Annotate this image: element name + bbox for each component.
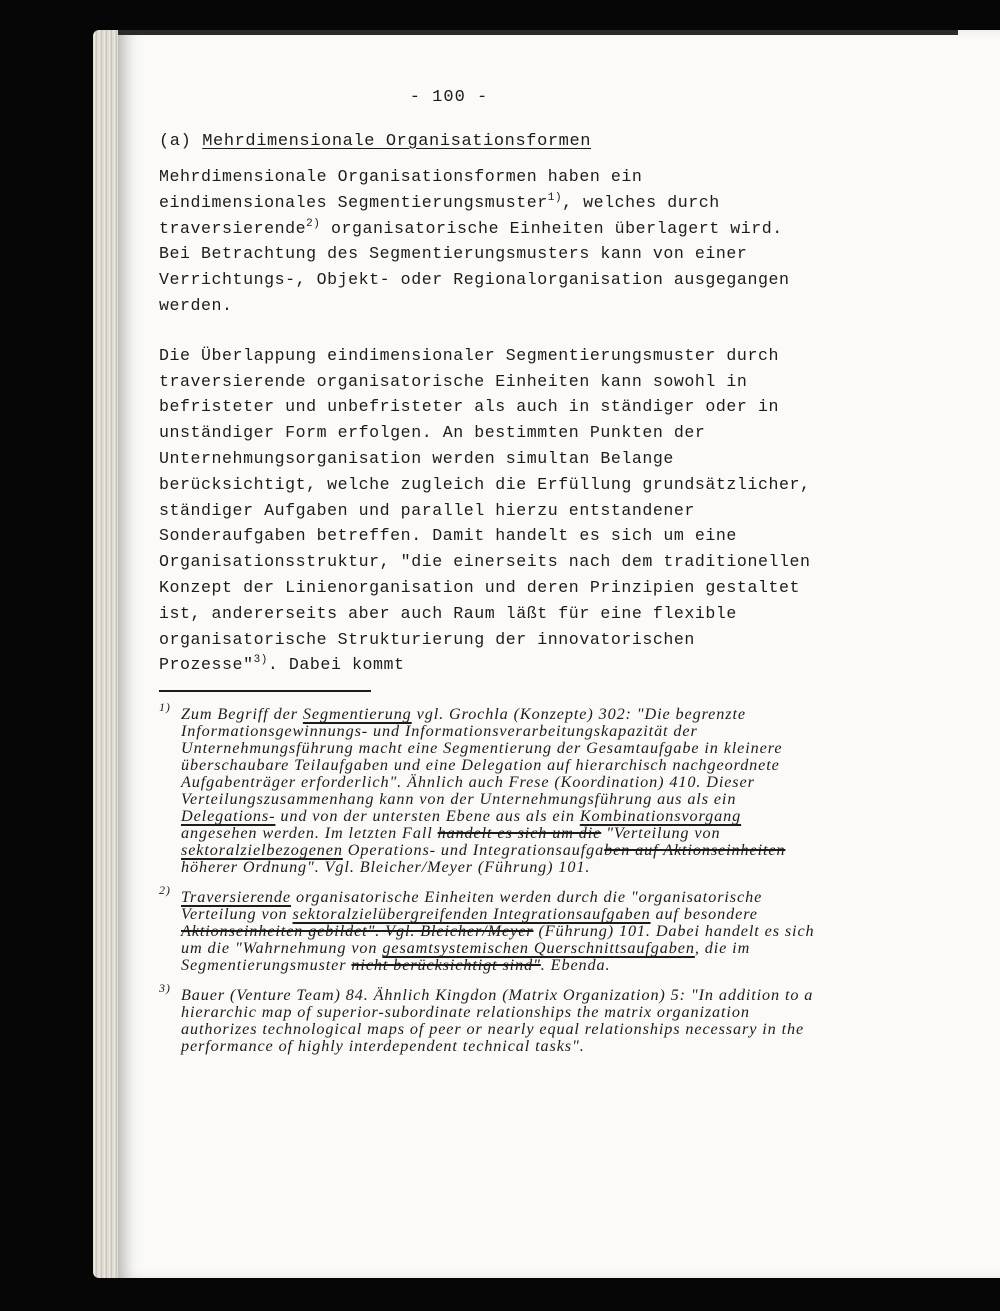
fn1-underline: sektoralzielbezogenen: [181, 841, 343, 860]
fn1-text: höherer Ordnung". Vgl. Bleicher/Meyer (Führung) 101.: [181, 858, 591, 877]
fn2-underline: Traversierende: [181, 888, 292, 907]
fn2-underline: gesamtsystemischen Querschnittsaufgaben: [382, 939, 695, 958]
fn1-underline: Delegations-: [181, 807, 276, 826]
fn1-text: und von der untersten Ebene aus als ein: [275, 807, 580, 826]
fn2-text: , die im Segmentierungsmuster: [181, 939, 751, 975]
fn1-text: Zum Begriff der: [181, 705, 303, 724]
footnote-ref-2: 2): [306, 217, 321, 230]
fn2-text: (Führung) 101. Dabei handelt es sich um die "Wahrnehmung von: [181, 922, 815, 958]
heading-title: Mehrdimensionale Organisationsformen: [202, 132, 592, 151]
top-edge-shadow: [118, 30, 958, 35]
fn2-struck: nicht berücksichtigt sind": [351, 956, 541, 975]
fn1-text: vgl. Grochla (Konzepte) 302: "Die begrenzte Informationsgewinnungs- und Informationsverarbeitungskapazität der Unternehmungsführung macht eine Segmentierung der Gesamtaufgabe in kleinere überschaubare Teilaufgaben und eine Delegation auf hierarchisch nachgeordnete Aufgabenträger erforderlich". Ähnlich auch Frese (Koordination) 410. Dieser Verteilungszusammenhang kann von der Unternehmungsführung aus als ein: [181, 705, 783, 809]
fn1-struck: handelt es sich um die: [437, 824, 602, 843]
fn2-struck: Aktionseinheiten gebildet". Vgl. Bleicher/Meyer: [181, 922, 534, 941]
fn1-struck: ben auf Aktionseinheiten: [604, 841, 786, 860]
footnote-2-mark: 2): [159, 883, 171, 898]
fn2-underline: sektoralzielübergreifenden Integrationsaufgaben: [292, 905, 651, 924]
fn1-text: Operations- und Integrationsaufga: [342, 841, 605, 860]
page-number: - 100 -: [409, 88, 489, 107]
footnote-3-mark: 3): [159, 981, 171, 996]
paragraph-1-text-b: , welches durch traversierende: [159, 192, 720, 238]
footnote-1: [159, 700, 819, 877]
footnote-1-mark: 1): [159, 700, 171, 715]
paragraph-1-text-c: organisatorische Einheiten überlagert wird. Bei Betrachtung des Segmentierungsmusters kann von einer Verrichtungs-, Objekt- oder Regionalorganisation ausgegangen werden.: [159, 218, 790, 315]
paragraph-2-text-a: Die Überlappung eindimensionaler Segmentierungsmuster durch traversierende organisatorische Einheiten kann sowohl in befristeter und unbefristeter als auch in ständiger oder in unständiger Form erfolgen. An bestimmten Punkten der Unternehmungsorganisation werden simultan Belange berücksichtigt, welche zugleich die Erfüllung grundsätzlicher, ständiger Aufgaben und parallel hierzu entstandener Sonderaufgaben betreffen. Damit handelt es sich um eine Organisationsstruktur, "die einerseits nach dem traditionellen Konzept der Linienorganisation und deren Prinzipien gestaltet ist, andererseits aber auch Raum läßt für eine flexible organisatorische Strukturierung der innovatorischen Prozesse": [159, 345, 811, 675]
fn1-text: angesehen werden. Im letzten Fall: [181, 824, 438, 843]
fn2-text: . Ebenda.: [540, 956, 611, 975]
paragraph-1-text-a: Mehrdimensionale Organisationsformen haben ein eindimensionales Segmentierungsmuster: [159, 167, 643, 212]
heading-prefix: (a): [159, 132, 203, 151]
fn2-text: auf besondere: [650, 905, 758, 924]
fn1-underline: Kombinationsvorgang: [579, 807, 742, 826]
footnote-2: [159, 883, 819, 975]
paragraph-1: [159, 164, 819, 319]
footnote-ref-3: 3): [253, 654, 268, 667]
fn1-text: "Verteilung von: [601, 824, 721, 843]
fn3-text: Bauer (Venture Team) 84. Ähnlich Kingdon (Matrix Organization) 5: "In addition to a hierarchic map of superior-subordinate relationships the matrix organization authorizes technological maps of peer or nearly equal relationships necessary in the performance of highly interdependent technical tasks".: [181, 986, 814, 1056]
paragraph-2-text-b: . Dabei kommt: [267, 655, 405, 675]
paragraph-2: [159, 343, 819, 678]
footnote-3: [159, 981, 819, 1056]
section-heading: [159, 132, 819, 151]
fn2-text: organisatorische Einheiten werden durch die "organisatorische Verteilung von: [181, 888, 763, 924]
footnote-ref-1: 1): [547, 191, 563, 204]
fn1-underline: Segmentierung: [302, 705, 412, 724]
page-content: [159, 88, 819, 1055]
footnote-separator: [159, 690, 371, 692]
